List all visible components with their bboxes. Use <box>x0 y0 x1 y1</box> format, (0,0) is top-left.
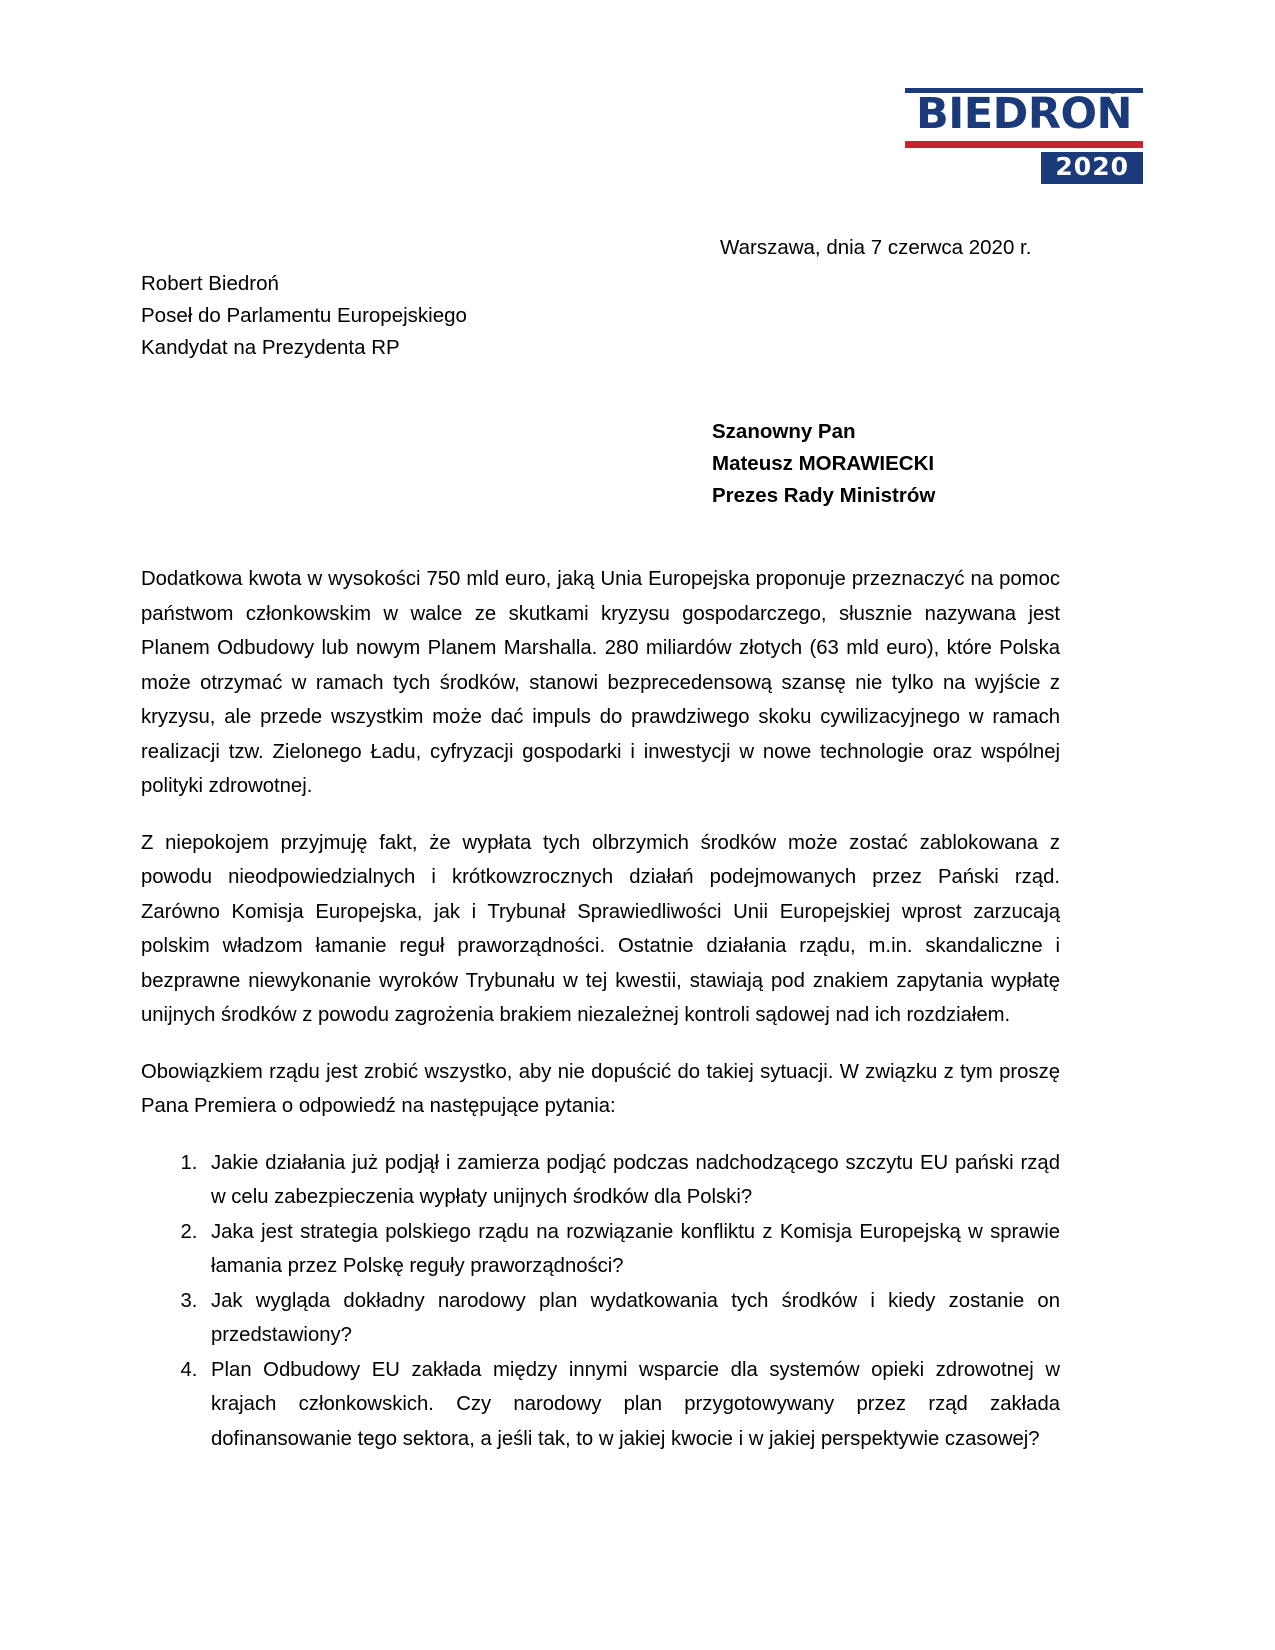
logo-year-badge: 2020 <box>1041 152 1143 184</box>
campaign-logo <box>905 88 1143 184</box>
logo-red-rule <box>905 141 1143 148</box>
logo-candidate-name: BIEDROŃ <box>905 88 1143 138</box>
sender-block <box>141 268 467 364</box>
body-paragraph-3: Obowiązkiem rządu jest zrobić wszystko, aby nie dopuścić do takiej sytuacji. W związku z tym proszę Pana Premiera o odpowiedź na następujące pytania: <box>141 1060 1060 1117</box>
date-line: Warszawa, dnia 7 czerwca 2020 r. <box>720 236 1032 259</box>
questions-list <box>141 1146 1060 1457</box>
sender-line-1: Robert Biedroń <box>141 272 279 295</box>
recipient-block <box>712 416 935 512</box>
sender-line-3: Kandydat na Prezydenta RP <box>141 336 400 359</box>
list-item: 4. Plan Odbudowy EU zakłada między innymi wsparcie dla systemów opieki zdrowotnej w krajach członkowskich. Czy narodowy plan przygotowywany przez rząd zakłada dofinansowanie tego sektora, a jeśli tak, to w jakiej kwocie i w jakiej perspektywie czasowej? <box>203 1353 1060 1457</box>
recipient-name: Mateusz MORAWIECKI <box>712 452 935 475</box>
sender-line-2: Poseł do Parlamentu Europejskiego <box>141 304 467 327</box>
logo-year-row <box>905 152 1143 184</box>
letter-body <box>141 562 1060 1456</box>
list-item: 1. Jakie działania już podjął i zamierza podjąć podczas nadchodzącego szczytu EU pański rząd w celu zabezpieczenia wypłaty unijnych środków dla Polski? <box>203 1146 1060 1215</box>
recipient-title: Prezes Rady Ministrów <box>712 484 936 507</box>
body-paragraph-2: Z niepokojem przyjmuję fakt, że wypłata tych olbrzymich środków może zostać zablokowana z powodu nieodpowiedzialnych i krótkowzrocznych działań podejmowanych przez Pański rząd. Zarówno Komisja Europejska, jak i Trybunał Sprawiedliwości Unii Europejskiej wprost zarzucają polskim władzom łamanie reguł praworządności. Ostatnie działania rządu, m.in. skandaliczne i bezprawne niewykonanie wyroków Trybunału w tej kwestii, stawiają pod znakiem zapytania wypłatę unijnych środków z powodu zagrożenia brakiem niezależnej kontroli sądowej nad ich rozdziałem. <box>141 831 1060 1026</box>
list-item: 3. Jak wygląda dokładny narodowy plan wydatkowania tych środków i kiedy zostanie on przedstawiony? <box>203 1284 1060 1353</box>
list-item: 2. Jaka jest strategia polskiego rządu na rozwiązanie konfliktu z Komisja Europejską w sprawie łamania przez Polskę reguły praworządności? <box>203 1215 1060 1284</box>
body-paragraph-1: Dodatkowa kwota w wysokości 750 mld euro, jaką Unia Europejska proponuje przeznaczyć na pomoc państwom członkowskim w walce ze skutkami kryzysu gospodarczego, słusznie nazywana jest Planem Odbudowy lub nowym Planem Marshalla. 280 miliardów złotych (63 mld euro), które Polska może otrzymać w ramach tych środków, stanowi bezprecedensową szansę nie tylko na wyjście z kryzysu, ale przede wszystkim może dać impuls do prawdziwego skoku cywilizacyjnego w ramach realizacji tzw. Zielonego Ładu, cyfryzacji gospodarki i inwestycji w nowe technologie oraz wspólnej polityki zdrowotnej. <box>141 568 1060 797</box>
recipient-salutation: Szanowny Pan <box>712 420 856 443</box>
